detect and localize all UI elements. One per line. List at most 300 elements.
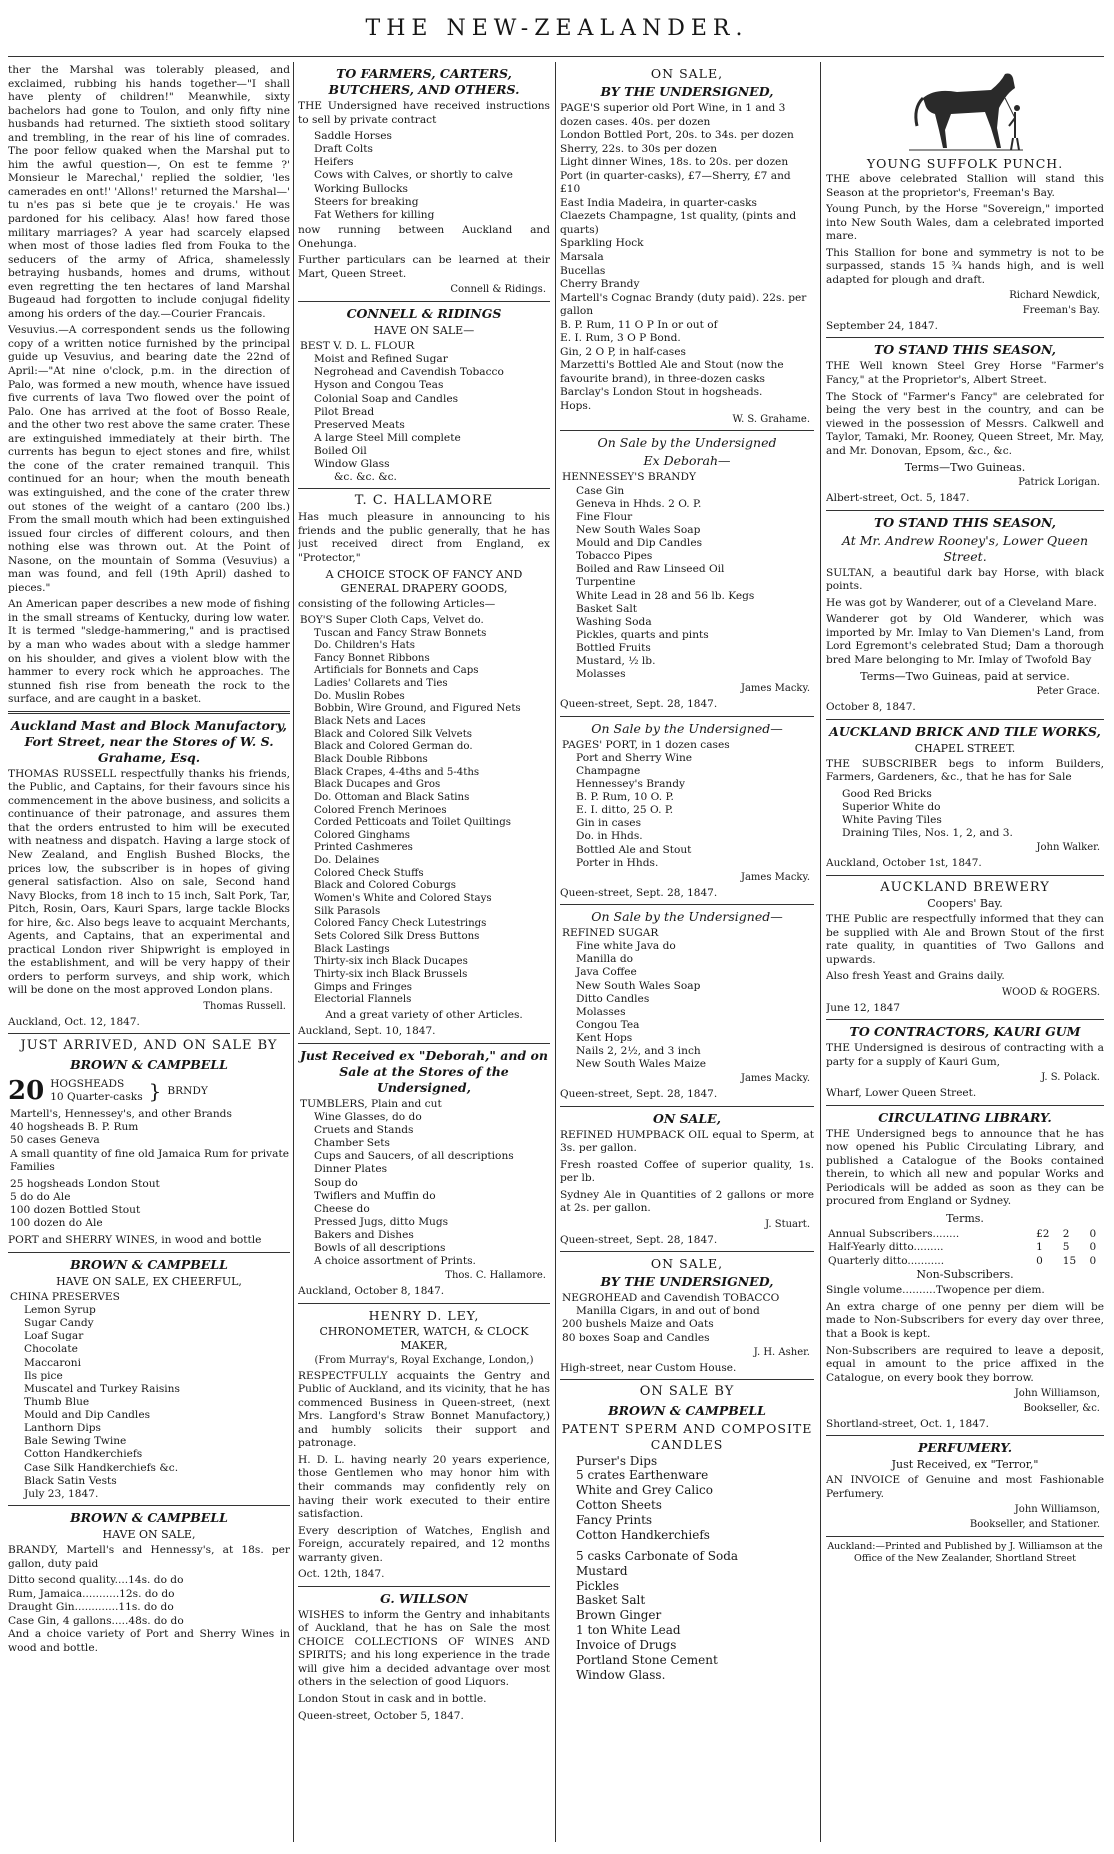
list-item: Java Coffee (576, 966, 637, 979)
ad-subheading: Coopers' Bay. (927, 897, 1003, 911)
list-item: 100 dozen Bottled Stout (10, 1204, 141, 1216)
list-item: 200 bushels Maize and Oats (562, 1318, 714, 1331)
list-item: Bakers and Dishes (314, 1229, 414, 1242)
ad-heading: BROWN & CAMPBELL (70, 1509, 228, 1525)
ad-heading: HENRY D. LEY, (368, 1307, 480, 1323)
table-cell: 15 (1062, 1254, 1077, 1267)
list-item: Port and Sherry Wine (576, 751, 693, 764)
ad-date: Auckland, Sept. 10, 1847. (298, 1025, 436, 1038)
list-item: REFINED SUGAR (562, 927, 659, 940)
list-item: Saddle Horses (314, 130, 392, 143)
list-item: Mould and Dip Candles (576, 537, 703, 549)
divider (560, 716, 814, 717)
ad-heading: On Sale by the Undersigned— (591, 720, 783, 736)
ad-heading: On Sale by the Undersigned— (591, 909, 783, 925)
ad-date: Auckland, Oct. 12, 1847. (8, 1015, 140, 1028)
hogsheads-line (8, 1075, 290, 1108)
ad-date: Shortland-street, Oct. 1, 1847. (826, 1417, 989, 1430)
list-item: Bowls of all descriptions (314, 1242, 446, 1255)
list-item: 100 dozen do Ale (10, 1217, 103, 1230)
list-item: Black and Colored Silk Velvets (314, 728, 473, 740)
ad-date: Queen-street, Sept. 28, 1847. (560, 1088, 718, 1101)
item-line: HOGSHEADS (50, 1077, 125, 1090)
list-item: Mould and Dip Candles (24, 1409, 151, 1421)
ad-text: Sydney Ale in Quantities of 2 gallons or more at 2s. per gallon. (560, 1188, 814, 1215)
list-item: BOY'S Super Cloth Caps, Velvet do. (300, 614, 484, 626)
divider (8, 1033, 290, 1034)
column-rule (293, 62, 294, 1842)
divider (298, 488, 550, 489)
list-item: Pickles, quarts and pints (576, 628, 709, 641)
list-item: Cotton Handkerchiefs (576, 1527, 710, 1542)
list-item: Basket Salt (576, 602, 638, 615)
list-item: Fine white Java do (576, 940, 676, 953)
divider (298, 1043, 550, 1044)
list-item: Gin in cases (576, 817, 642, 830)
item-list (314, 130, 550, 222)
list-item: Heifers (314, 156, 354, 169)
list-item: Case Silk Handkerchiefs &c. (24, 1461, 179, 1474)
ad-signature: James Macky. (740, 683, 810, 695)
ad-text: RESPECTFULLY acquaints the Gentry and Public of Auckland, and its vicinity, that he has commenced Business in Queen-street, (next Mrs. Langford's Straw Bonnet Manufactory,) and humbly solicits their support and patronage. (298, 1369, 550, 1450)
column-4 (826, 64, 1104, 1848)
list-item: White and Grey Calico (576, 1483, 713, 1498)
list-item: Case Gin (576, 484, 625, 497)
list-item: Twiflers and Muffin do (314, 1189, 436, 1202)
ad-heading: JUST ARRIVED, AND ON SALE BY (20, 1038, 278, 1054)
table-row (826, 1255, 1104, 1268)
ad-signature: Freeman's Bay. (1022, 305, 1100, 317)
list-item: Black and Colored German do. (314, 741, 473, 753)
list-item: Black Crapes, 4-4ths and 5-4ths (314, 766, 480, 778)
table-row (826, 1228, 1104, 1241)
ad-text: THE Well known Steel Grey Horse "Farmer's Fancy," at the Proprietor's, Albert Street. (826, 360, 1104, 386)
item-line: BRNDY (167, 1084, 208, 1097)
ad-heading: PERFUMERY. (917, 1440, 1013, 1456)
ad-subheading: Ex Deborah— (643, 453, 731, 469)
ad-heading: Just Received ex "Deborah," and on Sale at the Stores of the Undersigned, (300, 1047, 548, 1095)
list-item: Cups and Saucers, of all descriptions (314, 1150, 514, 1163)
ad-subheading: At Mr. Andrew Rooney's, Lower Queen Street. (841, 532, 1089, 564)
ad-text: THE Public are respectfully informed that they can be supplied with Ale and Brown Stout of the first rate quality, in quantities of Two Gallons and upwards. (826, 913, 1104, 966)
list-item: A large Steel Mill complete (314, 431, 461, 444)
ad-date: Auckland, October 8, 1847. (298, 1285, 445, 1298)
list-item: Fine Flour (576, 510, 633, 523)
list-item: Chocolate (24, 1343, 78, 1356)
list-item: Bale Sewing Twine (24, 1435, 127, 1448)
list-item: White Lead in 28 and 56 lb. Kegs (576, 589, 755, 602)
item-line: 10 Quarter-casks (50, 1091, 143, 1104)
list-item: Window Glass (314, 458, 390, 471)
table-cell: Annual Subscribers........ (828, 1227, 960, 1240)
ad-heading: YOUNG SUFFOLK PUNCH. (866, 156, 1064, 171)
ad-subheading: A CHOICE STOCK OF FANCY AND GENERAL DRAPERY GOODS, (325, 568, 523, 596)
divider (826, 1019, 1104, 1020)
ad-text: Has much pleasure in announcing to his friends and the public generally, that he has just received direct from England, ex "Protector," (298, 511, 550, 564)
ad-text: Wanderer got by Old Wanderer, which was imported by Mr. Imlay to Van Diemen's Land, from Lord Egremont's celebrated Stud; Dam a thorough bred Mare belonging to Mr. Imlay of Twofold Bay (826, 613, 1104, 666)
ad-text: This Stallion for bone and symmetry is not to be surpassed, stands 15 ¾ hands high, and is well adapted for plough and draft. (826, 246, 1104, 286)
list-item: &c. &c. &c. (334, 471, 397, 484)
ad-date: Queen-street, Sept. 28, 1847. (560, 698, 718, 711)
ad-subheading: BY THE UNDERSIGNED, (600, 1274, 774, 1290)
list-item: Hennessey's Brandy (576, 777, 686, 790)
table-cell: Quarterly ditto........... (828, 1254, 945, 1267)
list-item: Ditto Candles (576, 992, 650, 1005)
ad-signature: James Macky. (740, 871, 810, 883)
list-item: Black Ducapes and Gros (314, 779, 441, 791)
ad-signature: J. S. Polack. (1041, 1072, 1100, 1084)
ad-firm: BROWN & CAMPBELL (70, 1056, 228, 1072)
ad-heading: TO FARMERS, CARTERS, BUTCHERS, AND OTHERS. (328, 66, 520, 97)
list-item: Ladies' Collarets and Ties (314, 678, 448, 690)
ad-text: now running between Auckland and Onehunga. (298, 223, 550, 250)
list-item: E. I. Rum, 3 O P Bond. (560, 332, 681, 345)
list-item: Artificials for Bonnets and Caps (314, 665, 479, 677)
ad-text: Single volume..........Twopence per diem. (826, 1284, 1045, 1297)
list-item: Manilla do (576, 953, 633, 966)
list-item: Purser's Dips (576, 1453, 658, 1468)
divider (560, 1106, 814, 1107)
divider (298, 301, 550, 302)
list-item: Turpentine (576, 576, 636, 589)
list-item: A small quantity of fine old Jamaica Rum for private Families (10, 1147, 289, 1173)
table-cell: 0 (1089, 1241, 1097, 1254)
list-item: Bottled Fruits (576, 642, 651, 654)
divider (8, 1505, 290, 1506)
item-list (562, 738, 814, 870)
divider (826, 875, 1104, 876)
list-item: New South Wales Maize (576, 1058, 707, 1071)
divider (826, 337, 1104, 338)
ad-heading: TO CONTRACTORS, KAURI GUM (849, 1024, 1081, 1040)
list-item: New South Wales Soap (576, 979, 701, 992)
list-item: New South Wales Soap (576, 523, 701, 536)
ad-text: The Stock of "Farmer's Fancy" are celebrated for being the very best in the country, and can be viewed in the possession of Messrs. Calkwell and Taylor, Tamaki, Mr. Rooney, Queen Street, Mr. May, and Mr. Donovan, Epsom, &c., &c. (826, 390, 1104, 457)
ad-date: June 12, 1847 (826, 1001, 901, 1014)
list-item: Cows with Calves, or shortly to calve (314, 169, 513, 182)
divider (298, 1586, 550, 1587)
ad-text: Also fresh Yeast and Grains daily. (826, 970, 1005, 983)
list-item: Tuscan and Fancy Straw Bonnets (314, 627, 487, 639)
list-item: Do. Ottoman and Black Satins (314, 791, 470, 803)
divider (826, 1536, 1104, 1537)
list-item: 25 hogsheads London Stout (10, 1177, 160, 1190)
ad-date: Auckland, October 1st, 1847. (826, 857, 982, 870)
list-item: Boiled and Raw Linseed Oil (576, 563, 725, 576)
list-item: Molasses (576, 1005, 626, 1018)
table-cell: 2 (1062, 1227, 1070, 1240)
ad-subheading: Just Received, ex "Terror," (891, 1458, 1039, 1472)
list-item: Fancy Prints (576, 1513, 653, 1528)
ad-heading: ON SALE BY (639, 1383, 735, 1399)
list-item: Ils pice (24, 1369, 63, 1382)
list-item: Do. Muslin Robes (314, 690, 405, 702)
table-cell: Half-Yearly ditto......... (828, 1241, 944, 1254)
ad-heading: TO STAND THIS SEASON, (874, 514, 1056, 530)
divider (560, 1251, 814, 1252)
ad-signature: Peter Grace. (1036, 686, 1100, 698)
list-item: Molasses (576, 668, 626, 681)
list-item: Good Red Bricks (842, 787, 932, 800)
list-item: HENNESSEY'S BRANDY (562, 471, 697, 484)
list-item: White Paving Tiles (842, 814, 942, 827)
article-paragraph: ther the Marshal was tolerably pleased, and exclaimed, rubbing his hands together—"I shall have plenty of children!" Meanwhile, sixty bachelors had gone to Toulon, and only fifty nine husbands had returned. The sixtieth stood solitary and trembling, in the rear of his line of comrades. The poor fellow quaked when the Marshal put to him the awful question—, On est te femme ?' Monsieur le Marechal,' replied the soldier, 'les camerades en ont!' 'Allons!' returned the Marshal—' tu n'es pas si bete que je te croyais.' He was pardoned for his celibacy. Alas! how fared those military marriages? A year had scarcely elapsed when most of those ladies fled from Fouka to the seducers of the army of Africa, shamelessly betraying husbands, homes and drums, without even regretting the ten hectares of land Marshal Bugeaud had forgotten to include conjugal fidelity among his orders of the day.—Courier Francais. (8, 64, 290, 320)
item-list (560, 102, 814, 414)
list-item: Congou Tea (576, 1018, 640, 1031)
list-item: July 23, 1847. (24, 1487, 99, 1500)
ad-date: High-street, near Custom House. (560, 1361, 737, 1374)
list-item: 40 hogsheads B. P. Rum (10, 1121, 139, 1134)
list-item: Bobbin, Wire Ground, and Figured Nets (314, 703, 521, 715)
list-item: E. I. ditto, 25 O. P. (576, 804, 674, 817)
list-item: Port (in quarter-casks), £7—Sherry, £7 and £10 (560, 169, 791, 196)
ad-date: October 8, 1847. (826, 701, 916, 714)
list-item: Bottled Ale and Stout (576, 843, 692, 856)
table-cell: 1 (1036, 1241, 1043, 1254)
list-item: Black Double Ribbons (314, 753, 428, 765)
list-item: Claezets Champagne, 1st quality, (pints and quarts) (560, 210, 797, 236)
price-row: Ditto second quality....14s. do do (8, 1574, 184, 1587)
list-item: Muscatel and Turkey Raisins (24, 1382, 180, 1395)
price-list (8, 1574, 290, 1628)
ad-text: Young Punch, by the Horse "Sovereign," imported into New South Wales, dam a celebrated imported mare. (826, 203, 1104, 243)
ad-heading: ON SALE, (650, 1256, 724, 1272)
column-3 (560, 64, 814, 1848)
ad-terms: Terms. (946, 1211, 984, 1225)
list-item: Cotton Handkerchiefs (24, 1448, 143, 1461)
list-item: Colored Check Stuffs (314, 867, 424, 879)
ad-text: THE SUBSCRIBER begs to inform Builders, Farmers, Gardeners, &c., that he has for Sale (826, 757, 1104, 784)
imprint-footer: Auckland:—Printed and Published by J. Williamson at the Office of the New Zealander, Shortland Street (827, 1540, 1103, 1565)
ad-firm: BROWN & CAMPBELL (608, 1402, 766, 1418)
divider (560, 904, 814, 905)
ad-text: THE Undersigned is desirous of contracting with a party for a supply of Kauri Gum, (826, 1042, 1104, 1068)
ad-heading: AUCKLAND BREWERY (880, 879, 1050, 895)
table-cell: 0 (1089, 1254, 1097, 1267)
list-item: Gimps and Fringes (314, 981, 412, 993)
list-item: Thirty-six inch Black Ducapes (314, 956, 468, 968)
ad-date: Wharf, Lower Queen Street. (826, 1087, 977, 1100)
divider (826, 510, 1104, 511)
list-item: Cruets and Stands (314, 1124, 414, 1137)
list-item: Wine Glasses, do do (314, 1110, 422, 1123)
ad-heading: CIRCULATING LIBRARY. (878, 1109, 1052, 1125)
ad-heading: CONNELL & RIDINGS (346, 305, 502, 321)
list-item: Black Satin Vests (24, 1474, 117, 1487)
list-item: Mustard, ½ lb. (576, 655, 656, 668)
ad-heading: Auckland Mast and Block Manufactory, Fort Street, near the Stores of W. S. Grahame, Esq. (10, 717, 288, 765)
ad-heading: TO STAND THIS SEASON, (874, 342, 1056, 358)
list-item: Colored French Merinoes (314, 804, 447, 816)
ad-text: THE above celebrated Stallion will stand this Season at the proprietor's, Freeman's Bay. (826, 173, 1104, 199)
list-item: Washing Soda (576, 615, 652, 628)
list-item: London Bottled Port, 20s. to 34s. per dozen (560, 129, 794, 142)
list-item: Fat Wethers for killing (314, 208, 435, 221)
ad-subheading: CHRONOMETER, WATCH, & CLOCK MAKER, (319, 1324, 529, 1352)
ad-signature: Thos. C. Hallamore. (445, 1270, 546, 1282)
list-item: Electorial Flannels (314, 994, 412, 1006)
list-item: Do. Delaines (314, 855, 380, 867)
ad-date: Queen-street, Sept. 28, 1847. (560, 1233, 718, 1246)
list-item: Sparkling Hock (560, 237, 644, 250)
ad-text: AN INVOICE of Genuine and most Fashionable Perfumery. (826, 1474, 1104, 1500)
table-cell: 0 (1036, 1254, 1043, 1267)
brace: } (148, 1078, 162, 1103)
ad-text: THE Undersigned begs to announce that he has now opened his Public Circulating Library, and published a Catalogue of the Books contained therein, to which all new and popular Works and Periodicals will be added as soon as they can be procured from England or Sydney. (826, 1127, 1104, 1208)
ad-text: And a choice variety of Port and Sherry Wines in wood and bottle. (8, 1628, 290, 1654)
list-item: Gin, 2 O P, in half-cases (560, 345, 686, 358)
list-item: Martell's Cognac Brandy (duty paid). 22s. per gallon (560, 291, 807, 318)
column-2 (298, 64, 550, 1848)
list-item: Marzetti's Bottled Ale and Stout (now the favourite brand), in three-dozen casks (560, 359, 784, 385)
ad-signature: John Williamson, (1014, 1388, 1100, 1400)
ad-signature: Bookseller, and Stationer. (969, 1519, 1100, 1531)
list-item: Champagne (576, 764, 641, 777)
list-item: Sets Colored Silk Dress Buttons (314, 930, 480, 942)
divider (298, 1303, 550, 1304)
list-item: Dinner Plates (314, 1163, 388, 1176)
ad-signature: John Williamson, (1014, 1504, 1100, 1516)
list-item: Silk Parasols (314, 905, 381, 917)
list-item: Maccaroni (24, 1356, 81, 1369)
list-item: Manilla Cigars, in and out of bond (576, 1305, 760, 1318)
ad-text: SULTAN, a beautiful dark bay Horse, with black points. (826, 566, 1104, 593)
list-item: Black and Colored Coburgs (314, 880, 456, 892)
list-item: Working Bullocks (314, 182, 408, 195)
ad-subheading: HAVE ON SALE, (102, 1527, 196, 1541)
table-cell: 5 (1062, 1241, 1070, 1254)
list-item: Women's White and Colored Stays (314, 893, 492, 905)
list-item: Hyson and Congou Teas (314, 379, 444, 392)
list-item: 5 do do Ale (10, 1190, 71, 1203)
article-paragraph: An American paper describes a new mode of fishing in the small streams of Kentucky, during low water. It is termed "sledge-hammering," and is practised by a man who wades about with a sledge hammer on his shoulder, and gives a violent blow with the hammer to every rock which he approaches. The stunned fish rise from beneath the rock to the surface, and are caught in a basket. (8, 598, 290, 706)
list-item: Sugar Candy (24, 1317, 94, 1330)
table-cell: 0 (1089, 1227, 1097, 1240)
ad-date: Oct. 12th, 1847. (298, 1568, 385, 1581)
ad-text: He was got by Wanderer, out of a Cleveland Mare. (826, 596, 1097, 609)
price-row: Case Gin, 4 gallons.....48s. do do (8, 1614, 184, 1627)
ad-signature: Patrick Lorigan. (1018, 477, 1100, 489)
list-item: Chamber Sets (314, 1137, 390, 1150)
ad-signature: John Walker. (1036, 842, 1100, 854)
column-1 (8, 64, 290, 1848)
list-item: CHINA PRESERVES (10, 1290, 120, 1303)
item-list (576, 1454, 814, 1683)
ad-heading: On Sale by the Undersigned (597, 435, 777, 451)
ad-subheading: HAVE ON SALE— (373, 323, 475, 337)
divider (8, 711, 290, 714)
list-item: Portland Stone Cement (576, 1652, 718, 1667)
ad-signature: Thomas Russell. (203, 1001, 286, 1012)
list-item: Pressed Jugs, ditto Mugs (314, 1215, 449, 1228)
list-item: Cotton Sheets (576, 1498, 662, 1513)
item-list (300, 1097, 550, 1269)
list-item: Corded Petticoats and Toilet Quiltings (314, 817, 511, 829)
list-item: Kent Hops (576, 1032, 633, 1045)
ad-text: THE Undersigned have received instructions to sell by private contract (298, 100, 550, 126)
list-item: PAGES' PORT, in 1 dozen cases (562, 738, 730, 751)
list-item: Geneva in Hhds. 2 O. P. (576, 497, 702, 510)
ad-text: Further particulars can be learned at their Mart, Queen Street. (298, 254, 550, 280)
list-item: Marsala (560, 251, 604, 264)
list-item: PAGE'S superior old Port Wine, in 1 and 3 dozen cases. 40s. per dozen (560, 102, 786, 128)
ad-text: London Stout in cask and in bottle. (298, 1692, 487, 1705)
list-item: Mustard (576, 1563, 628, 1578)
list-item: B. P. Rum, 10 O. P. (576, 791, 674, 804)
ad-signature: WOOD & ROGERS. (1001, 987, 1100, 999)
list-item: Lanthorn Dips (24, 1422, 101, 1435)
horse-illustration (905, 68, 1025, 154)
ad-subheading: CHAPEL STREET. (914, 741, 1016, 755)
list-item: Loaf Sugar (24, 1330, 84, 1343)
list-item: Porter in Hhds. (576, 856, 659, 869)
ad-text: consisting of the following Articles— (298, 598, 496, 611)
list-item: Barclay's London Stout in hogsheads. (560, 386, 763, 399)
ad-heading: T. C. HALLAMORE (354, 493, 494, 509)
article-paragraph: Vesuvius.—A correspondent sends us the following copy of a written notice furnished by the principal guide up Vesuvius, and bearing date the 22nd of April:—"At nine o'clock, p.m. in the direction of Palo, was formed a new mouth, whence have issued five currents of lava Two flowed over the point of Palo. One has arrived at the foot of Bosso Reale, and the other two rest above the same crater. These are extinguished immediately at their birth. The currents has begun to eject stones and fire, whilst the cone of the crater remained tranquil. This continued for an hour; when the mouth beneath was extinguished, and the cone of the crater threw out stones of the weight of a cantaro (200 lbs.) From the small mouth which had been extinguished issued four circles of different colours, and then nothing else was thrown out. At the Point of Nasone, on the mountain of Somma (Vesuvius) a man was found, and fell (19th April) dashed to pieces." (8, 324, 290, 594)
list-item: Pickles (576, 1578, 620, 1593)
divider (826, 1105, 1104, 1106)
item-list (300, 614, 550, 1007)
list-item: Tobacco Pipes (576, 550, 653, 563)
masthead: THE NEW-ZEALANDER. (365, 16, 749, 41)
column-rule (820, 62, 821, 1842)
top-rule (8, 56, 1104, 57)
list-item: A choice assortment of Prints. (314, 1255, 476, 1268)
list-item: Sherry, 22s. to 30s per dozen (560, 142, 718, 155)
divider (560, 1379, 814, 1380)
ad-signature: Bookseller, &c. (1023, 1402, 1100, 1414)
list-item: Preserved Meats (314, 418, 405, 431)
list-item: B. P. Rum, 11 O P In or out of (560, 318, 718, 331)
ad-heading: G. WILLSON (380, 1590, 468, 1606)
divider (8, 1252, 290, 1253)
list-item: NEGROHEAD and Cavendish TOBACCO (562, 1292, 780, 1305)
ad-subheading: (From Murray's, Royal Exchange, London,) (314, 1354, 534, 1366)
list-item: Superior White do (842, 800, 941, 813)
list-item: TUMBLERS, Plain and cut (300, 1097, 442, 1110)
price-row: Draught Gin.............11s. do do (8, 1601, 174, 1614)
list-item: 1 ton White Lead (576, 1623, 681, 1638)
ad-heading: BROWN & CAMPBELL (70, 1256, 228, 1272)
list-item: Moist and Refined Sugar (314, 353, 448, 366)
ad-subheading: BY THE UNDERSIGNED, (600, 84, 774, 99)
list-item: Cherry Brandy (560, 278, 640, 291)
list-item: Invoice of Drugs (576, 1638, 677, 1653)
list-item: Colored Ginghams (314, 829, 410, 841)
ad-text: BRANDY, Martell's and Hennessy's, at 18s. per gallon, duty paid (8, 1543, 290, 1570)
ad-text: Fresh roasted Coffee of superior quality, 1s. per lb. (560, 1158, 814, 1185)
ad-signature: Connell & Ridings. (450, 284, 546, 296)
list-item: 80 boxes Soap and Candles (562, 1331, 710, 1344)
ad-text: Non-Subscribers are required to leave a deposit, equal in amount to the price affixed in the Catalogue, on every book they borrow. (826, 1344, 1104, 1384)
subscription-table (826, 1228, 1104, 1268)
table-row (826, 1241, 1104, 1254)
ad-heading: ON SALE, (650, 66, 724, 81)
list-item: Bucellas (560, 264, 606, 277)
ad-text: REFINED HUMPBACK OIL equal to Sperm, at 3s. per gallon. (560, 1128, 814, 1155)
list-item: Lemon Syrup (24, 1304, 96, 1316)
ad-subheading: PATENT SPERM AND COMPOSITE CANDLES (561, 1420, 813, 1452)
list-item: Thumb Blue (24, 1395, 90, 1408)
ad-text: Every description of Watches, English and Foreign, accurately repaired, and 12 months warranty given. (298, 1524, 550, 1564)
ad-text: H. D. L. having nearly 20 years experience, those Gentlemen who may honor him with their commands may confidently rely on having their work executed to their entire satisfaction. (298, 1453, 550, 1521)
ad-subheading: Non-Subscribers. (916, 1268, 1014, 1282)
list-item: Martell's, Hennessey's, and other Brands (10, 1108, 232, 1121)
list-item: BEST V. D. L. FLOUR (300, 340, 415, 353)
ad-text: THOMAS RUSSELL respectfully thanks his friends, the Public, and Captains, for their favours since his commencement in the above business, and solicits a continuance of their patronage, and assures them that the orders entrusted to him will be executed with neatness and dispatch. Having a large stock of New Zealand, and English Bushed Blocks, the prices low, the subscriber is in hopes of giving general satisfaction. Also on sale, Second hand Navy Blocks, from 18 inch to 15 inch, Salt Pork, Tar, Pitch, Rosin, Oars, Kauri Spars, large tackle Blocks for hire, &c. Also begs leave to acquaint Merchants, Agents, and Captains, that an experimental and practical London river Shipwright is employed in the establishment, and will be very happy of their orders to perform surveys, and ship work, which will be done on the most approved London plans. (8, 767, 290, 997)
divider (826, 1435, 1104, 1436)
